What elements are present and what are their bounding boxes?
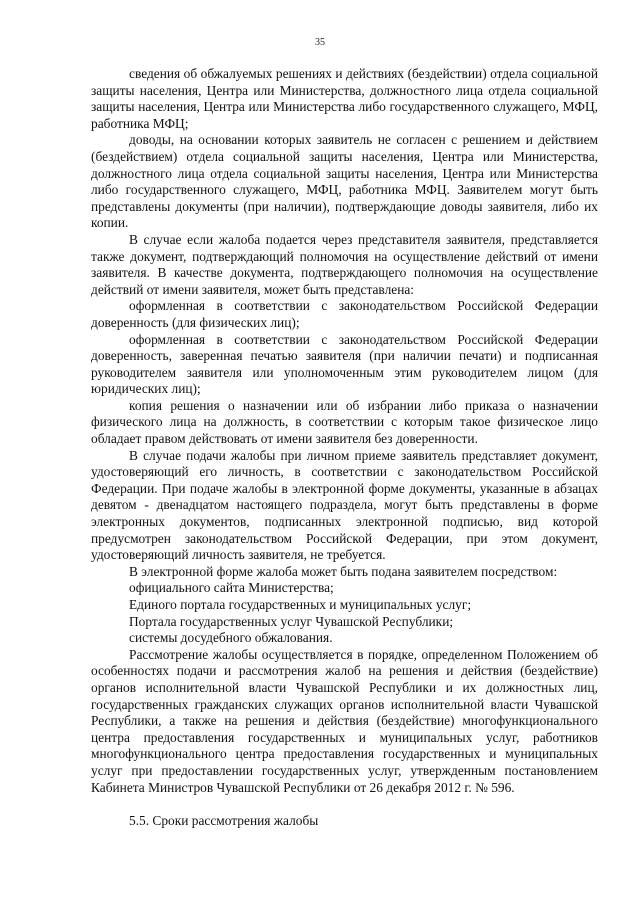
section-heading: 5.5. Сроки рассмотрения жалобы [129,812,319,828]
paragraph: оформленная в соответствии с законодательством Российской Федерации доверенность (для физических лиц); [91,298,598,330]
paragraph: системы досудебного обжалования. [129,630,333,646]
document-body [91,66,598,829]
paragraph: оформленная в соответствии с законодательством Российской Федерации доверенность, заверенная печатью заявителя (при наличии печати) и подписанная руководителем заявителя или уполномоченным этим руководителем лицом (для юридических лиц); [91,331,598,397]
page-number: 35 [315,37,325,48]
paragraph: сведения об обжалуемых решениях и действиях (бездействии) отдела социальной защиты населения, Центра или Министерства, должностного лица отдела социальной защиты населения, Центра или Министерства либо государственного служащего, МФЦ, работника МФЦ; [91,66,598,131]
spacer [91,796,598,813]
paragraph: В случае подачи жалобы при личном приеме заявитель представляет документ, удостоверяющий его личность, в соответствии с законодательством Российской Федерации. При подаче жалобы в электронной форме документы, указанные в абзацах девятом - двенадцатом настоящего подраздела, могут быть представлены в форме электронных документов, подписанных электронной подписью, вид которой предусмотрен законодательством Российской Федерации, при этом документ, удостоверяющий личность заявителя, не требуется. [91,447,598,563]
paragraph: Единого портала государственных и муниципальных услуг; [129,597,472,612]
paragraph: копия решения о назначении или об избрании либо приказа о назначении физического лица на должность, в соответствии с которым такое физическое лицо обладает правом действовать от имени заявителя без доверенности. [91,397,598,447]
paragraph: В электронной форме жалоба может быть подана заявителем посредством: [129,563,558,579]
paragraph: доводы, на основании которых заявитель не согласен с решением и действием (бездействием) отдела социальной защиты населения, Центра или Министерства, должностного лица отдела социальной защиты населения, Центра или Министерства либо государственного служащего, МФЦ, работника МФЦ. Заявителем могут быть представлены документы (при наличии), подтверждающие доводы заявителя, либо их копии. [91,132,598,231]
paragraph: официального сайта Министерства; [129,580,334,596]
paragraph: Портала государственных услуг Чувашской Республики; [129,613,454,629]
paragraph: Рассмотрение жалобы осуществляется в порядке, определенном Положением об особенностях подачи и рассмотрения жалоб на решения и действия (бездействие) органов исполнительной власти Чувашской Республики и их должностных лиц, государственных гражданских служащих органов исполнительной власти Чувашской Республики, а также на решения и действия (бездействие) многофункционального центра предоставления государственных и муниципальных услуг, работников многофункционального центра предоставления государственных и муниципальных услуг при предоставлении государственных услуг, утвержденным постановлением Кабинета Министров Чувашской Республики от 26 декабря 2012 г. № 596. [91,646,598,795]
paragraph: В случае если жалоба подается через представителя заявителя, представляется также документ, подтверждающий полномочия на осуществление действий от имени заявителя. В качестве документа, подтверждающего полномочия на осуществление действий от имени заявителя, может быть представлена: [91,231,598,297]
